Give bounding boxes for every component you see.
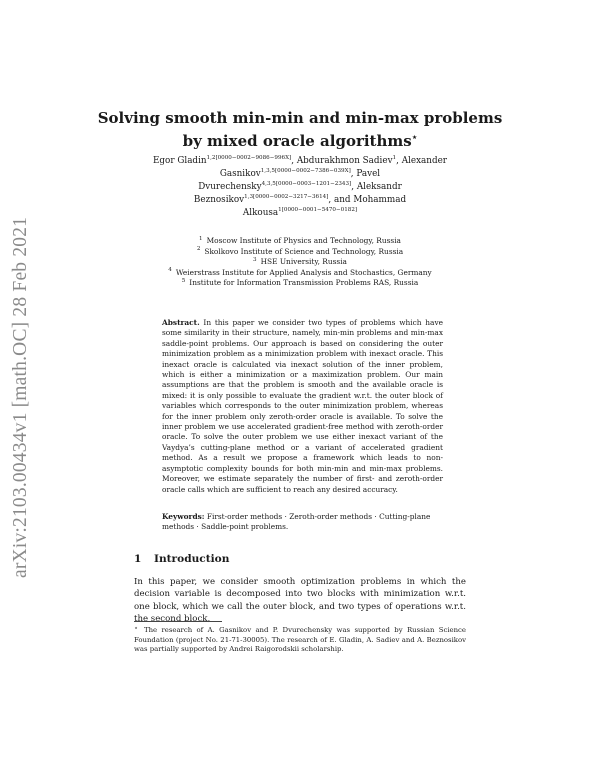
author-superscript: 1,3,5[0000−0002−7386−039X]	[260, 168, 351, 175]
footnote-text: The research of A. Gasnikov and P. Dvurechensky was supported by Russian Science Foundation (project No. 21-71-30005). The research of E. Gladin, A. Sadiev and A. Beznosikov was partially supported by Andrei Raigorodskii scholarship.	[134, 626, 466, 654]
paper-title	[80, 108, 520, 151]
section-heading	[134, 553, 229, 565]
section-number: 1	[134, 553, 142, 565]
affiliation	[120, 257, 480, 268]
author-superscript: 1,2[0000−0002−9086−996X]	[206, 155, 292, 162]
author-name: Alexander Gasnikov	[219, 156, 447, 179]
author-name: Aleksandr Beznosikov	[193, 182, 402, 205]
author-list	[150, 155, 450, 220]
title-footnote-mark: ⋆	[411, 133, 418, 143]
abstract-text: In this paper we consider two types of problems which have some similarity in their structure, namely, min-min problems and min-max saddle-point problems. Our approach is based on considering the outer minimization problem as a minimization problem with inexact oracle. This inexact oracle is calculated via inexact solution of the inner problem, which is either a minimization or a maximization problem. Our main assumptions are that the problem is smooth and the available oracle is mixed: it is only possible to evaluate the gradient w.r.t. the outer block of variables which corresponds to the outer minimization problem, whereas for the inner problem only zeroth-order oracle is available. To solve the inner problem we use accelerated gradient-free method with zeroth-order oracle. To solve the outer problem we use either inexact variant of the Vaydya’s cutting-plane method or a variant of accelerated gradient method. As a result we propose a framework which leads to non-asymptotic complexity bounds for both min-min and min-max problems. Moreover, we estimate separately the number of first- and zeroth-order oracle calls which are sufficient to reach any desired accuracy.	[162, 318, 443, 494]
author-separator: ,	[291, 156, 297, 166]
affiliation-text: Institute for Information Transmission Problems RAS, Russia	[189, 278, 419, 287]
author-superscript: 1	[392, 155, 397, 162]
footnote	[134, 624, 466, 655]
author-superscript: 1[0000−0001−5470−0182]	[278, 207, 358, 214]
author-superscript: 1,3[0000−0002−3217−3614]	[244, 194, 329, 201]
author-name: Mohammad Alkousa	[242, 195, 407, 218]
author-separator: , and	[328, 195, 354, 205]
author-separator: ,	[396, 156, 402, 166]
title-line-2: by mixed oracle algorithms	[182, 132, 412, 150]
affiliation-number: 3	[253, 256, 257, 263]
author-superscript: 4,3,5[0000−0003−1201−2343]	[261, 181, 352, 188]
keywords-label: Keywords:	[162, 512, 205, 521]
affiliation	[120, 236, 480, 247]
intro-paragraph: In this paper, we consider smooth optimization problems in which the decision variable is decomposed into two blocks with minimization w.r.t. one block, which we call the outer block, and two types of operations w.r.t. the second block,	[134, 577, 466, 624]
author-name: Egor Gladin	[153, 156, 207, 166]
affiliation	[120, 247, 480, 258]
affiliation-text: Skolkovo Institute of Science and Technology, Russia	[204, 246, 404, 256]
affiliation-text: Weierstrass Institute for Applied Analysis and Stochastics, Germany	[175, 267, 432, 277]
author-separator: ,	[351, 182, 357, 192]
affiliation-text: Moscow Institute of Physics and Technology, Russia	[206, 236, 401, 245]
affiliation-number: 2	[196, 246, 201, 253]
author-separator: ,	[350, 169, 357, 179]
affiliation-number: 1	[199, 235, 203, 242]
footnote-rule	[134, 621, 222, 622]
affiliation	[120, 278, 480, 289]
title-line-1: Solving smooth min-min and min-max problems	[97, 109, 503, 127]
affiliation-text: HSE University, Russia	[260, 257, 347, 266]
abstract	[162, 318, 443, 495]
keywords	[162, 512, 443, 533]
author	[297, 156, 402, 166]
author-name: Abdurakhmon Sadiev	[296, 156, 393, 166]
section-title: Introduction	[154, 553, 230, 565]
footnote-mark: ⋆	[134, 624, 139, 632]
arxiv-identifier: arXiv:2103.00434v1 [math.OC] 28 Feb 2021	[10, 216, 31, 578]
keywords-text: First-order methods · Zeroth-order methods · Cutting-plane methods · Saddle-point problems.	[162, 512, 431, 532]
affiliation-list	[120, 236, 480, 289]
abstract-label: Abstract.	[162, 318, 200, 327]
affiliation-number: 5	[181, 277, 186, 284]
affiliation	[120, 268, 480, 279]
affiliation-number: 4	[168, 267, 172, 274]
author	[153, 156, 297, 166]
author-name: Pavel Dvurechensky	[198, 169, 381, 192]
